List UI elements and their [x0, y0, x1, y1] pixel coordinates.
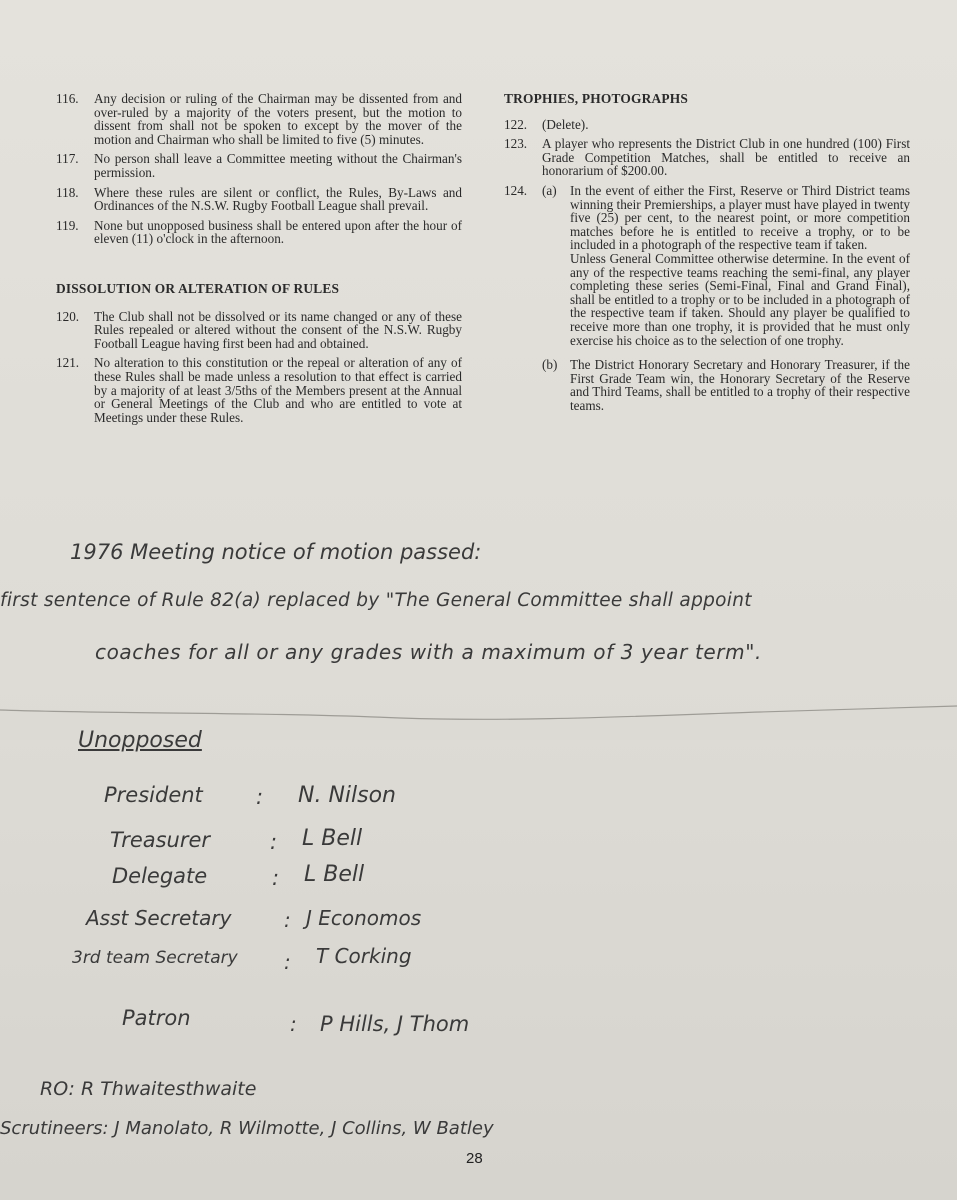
rule-122	[504, 118, 910, 132]
officer-separator: :	[272, 866, 280, 890]
rule-number: 120.	[56, 308, 80, 324]
section-heading-dissolution: DISSOLUTION OR ALTERATION OF RULES	[56, 280, 340, 296]
officer-name: L Bell	[304, 862, 365, 887]
section-heading-trophies: TROPHIES, PHOTOGRAPHS	[504, 91, 689, 106]
handwritten-motion-line-3: coaches for all or any grades with a maximum of 3 year term".	[95, 640, 762, 664]
officer-role: Patron	[122, 1006, 191, 1030]
rule-number: 121.	[56, 355, 80, 371]
rule-text: (Delete).	[542, 116, 589, 132]
rule-text: No alteration to this constitution or the repeal or alteration of any of these Rules shall be made unless a resolution to that effect is carried by a majority of at least 3/5ths of the Members present at the Annual or General Meetings of the Club and who are entitled to vote at Meetings under these Rules.	[94, 355, 462, 425]
rule-117	[56, 152, 462, 179]
rule-text: The Club shall not be dissolved or its name changed or any of these Rules repealed or altered without the consent of the N.S.W. Rugby Football League having first been had and obtained.	[94, 308, 462, 351]
rule-text: Any decision or ruling of the Chairman may be dissented from and over-ruled by a majority of the voters present, but the motion to dissent from shall not be spoken to except by the mover of the motion and Chairman who shall be limited to five (5) minutes.	[94, 91, 462, 147]
subclause-label: (b)	[542, 357, 558, 373]
officer-separator: :	[270, 830, 278, 854]
rule-124-a	[542, 184, 910, 347]
officer-separator: :	[284, 908, 291, 932]
rule-number: 118.	[56, 184, 79, 200]
rule-120	[56, 310, 462, 351]
rule-number: 124.	[504, 182, 528, 198]
left-column	[56, 92, 462, 430]
rule-text: Where these rules are silent or conflict, the Rules, By-Laws and Ordinances of the N.S.W. Rugby Football League shall prevail.	[94, 184, 462, 214]
rule-119	[56, 219, 462, 246]
rule-124-body	[542, 184, 910, 353]
officer-separator: :	[256, 785, 264, 809]
officer-role: Treasurer	[110, 828, 211, 852]
rule-number: 119.	[56, 217, 79, 233]
officer-role: Delegate	[112, 864, 208, 888]
officer-role: President	[104, 783, 203, 807]
subclause-text: Unless General Committee otherwise determine. In the event of any of the respective teams reaching the semi-final, any player completing these series (Semi-Final, Final and Grand Final), shall be entitled to a trophy or to be included in a photograph of the respective team if taken. Should any player be qualified to receive more than one trophy, it is provided that he must only exercise his choice as to the selection of one trophy.	[570, 250, 910, 348]
subclause-text: In the event of either the First, Reserve or Third District teams winning their Premierships, a player must have played in twenty five (25) per cent, to the nearest point, or more competition matches before he is entitled to receive a trophy, or to be included in a photograph of the respective team if taken.	[570, 182, 910, 253]
rule-text: A player who represents the District Club in one hundred (100) First Grade Competition Matches, shall be entitled to receive an honorarium of $200.00.	[542, 136, 910, 179]
officer-name: P Hills, J Thom	[320, 1012, 470, 1036]
officer-role: Asst Secretary	[86, 906, 232, 930]
rule-number: 122.	[504, 116, 528, 132]
rule-number: 117.	[56, 151, 79, 167]
handwritten-motion-line-2: first sentence of Rule 82(a) replaced by "The General Committee shall appoint	[0, 590, 752, 611]
rule-121	[56, 356, 462, 424]
rule-118	[56, 186, 462, 213]
officer-name: T Corking	[316, 944, 412, 968]
officer-name: L Bell	[302, 826, 363, 851]
rule-124	[504, 184, 910, 353]
officer-separator: :	[284, 950, 291, 974]
rule-text: None but unopposed business shall be entered upon after the hour of eleven (11) o'clock in the afternoon.	[94, 217, 462, 247]
subclause-body	[570, 184, 910, 347]
right-column	[504, 92, 910, 418]
subclause-text: The District Honorary Secretary and Honorary Treasurer, if the First Grade Team win, the Honorary Secretary of the Reserve and Third Teams, shall be entitled to a trophy of their respective teams.	[570, 357, 910, 413]
officer-name: J Economos	[306, 906, 422, 930]
rule-123	[504, 137, 910, 178]
officer-separator: :	[290, 1012, 297, 1036]
rule-number: 123.	[504, 136, 528, 152]
rule-number: 116.	[56, 91, 79, 106]
rule-124-b	[542, 358, 910, 412]
officer-name: N. Nilson	[298, 783, 396, 808]
rule-text: No person shall leave a Committee meeting without the Chairman's permission.	[94, 151, 462, 180]
handwritten-returning-officer: RO: R Thwaitesthwaite	[40, 1078, 257, 1100]
page-number: 28	[466, 1150, 483, 1167]
handwritten-scrutineers: Scrutineers: J Manolato, R Wilmotte, J Collins, W Batley	[0, 1118, 494, 1139]
subclause-label: (a)	[542, 182, 557, 198]
handwritten-unopposed: Unopposed	[78, 728, 202, 753]
rule-116	[56, 92, 462, 146]
officer-role: 3rd team Secretary	[72, 948, 238, 968]
handwritten-motion-line-1: 1976 Meeting notice of motion passed:	[70, 540, 482, 564]
